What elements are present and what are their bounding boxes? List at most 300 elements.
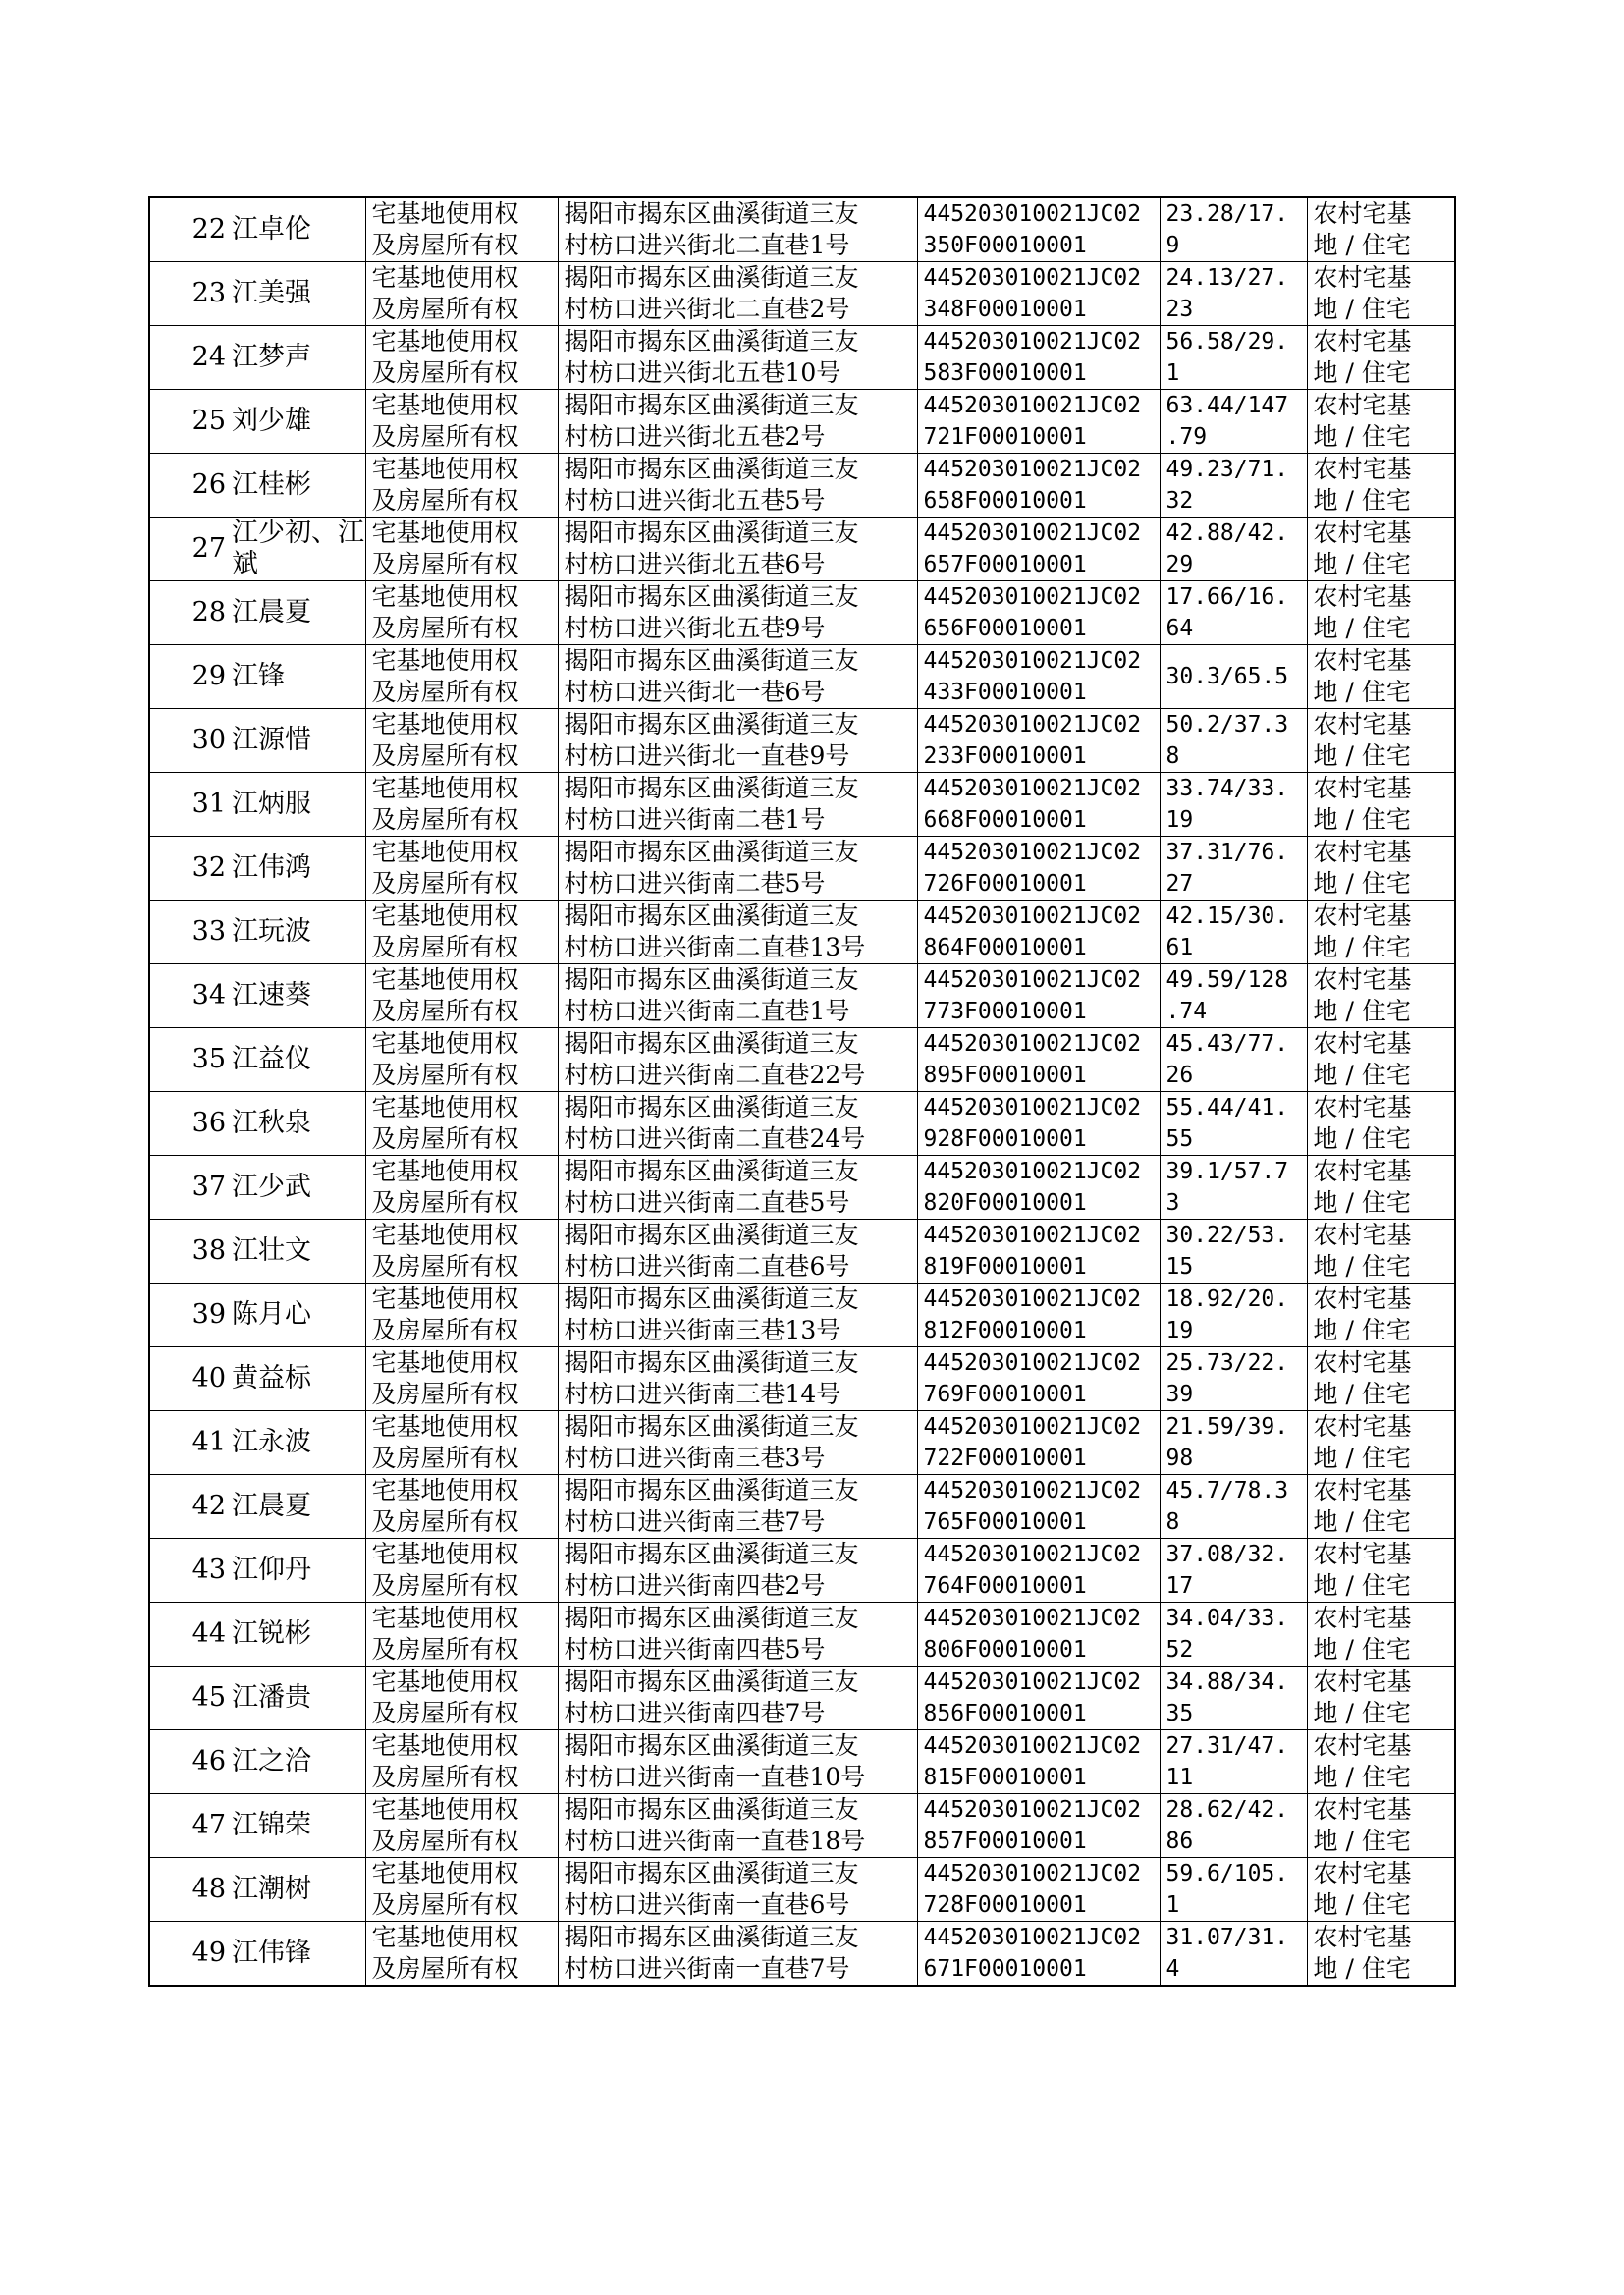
right-type-line: 及房屋所有权	[371, 1827, 519, 1855]
property-address-cell	[558, 1411, 917, 1475]
right-type-line: 及房屋所有权	[371, 741, 519, 770]
right-type-cell	[365, 197, 558, 262]
unit-code-line: 445203010021JC02	[923, 1925, 1142, 1950]
right-type-cell	[365, 709, 558, 773]
unit-code-cell	[917, 645, 1160, 709]
area-value-line: 9	[1165, 233, 1180, 258]
unit-code-line: 445203010021JC02	[923, 1478, 1142, 1503]
land-use-line: 地 / 住宅	[1313, 1507, 1411, 1536]
area-value-line: 55.44/41.	[1165, 1095, 1289, 1120]
row-number-cell: 30	[149, 709, 230, 773]
area-value-line: 27	[1165, 871, 1194, 897]
right-type-cell	[365, 1092, 558, 1156]
unit-code-cell	[917, 964, 1160, 1028]
right-type-line: 宅基地使用权	[371, 1412, 519, 1441]
unit-code-cell	[917, 1475, 1160, 1539]
unit-code-line: 445203010021JC02	[923, 1414, 1142, 1440]
property-address-cell	[558, 1092, 917, 1156]
area-value-cell	[1160, 454, 1307, 518]
area-value-cell	[1160, 1411, 1307, 1475]
row-number-cell: 40	[149, 1347, 230, 1411]
land-use-line: 地 / 住宅	[1313, 1635, 1411, 1664]
unit-code-line: 726F00010001	[923, 871, 1087, 897]
right-type-line: 宅基地使用权	[371, 1221, 519, 1249]
property-address-line: 村枋口进兴街南一直巷10号	[564, 1763, 866, 1791]
right-type-cell	[365, 1220, 558, 1284]
property-address-line: 揭阳市揭东区曲溪街道三友	[564, 1859, 859, 1887]
area-value-line: 1	[1165, 360, 1180, 386]
unit-code-line: 445203010021JC02	[923, 1797, 1142, 1823]
right-type-line: 宅基地使用权	[371, 1348, 519, 1377]
right-type-line: 及房屋所有权	[371, 1444, 519, 1472]
right-type-cell	[365, 773, 558, 837]
unit-code-line: 668F00010001	[923, 807, 1087, 833]
property-address-line: 揭阳市揭东区曲溪街道三友	[564, 455, 859, 483]
land-use-cell	[1307, 1411, 1455, 1475]
area-value-line: 32	[1165, 488, 1194, 514]
land-use-cell	[1307, 645, 1455, 709]
table-row	[149, 454, 1455, 518]
unit-code-line: 445203010021JC02	[923, 457, 1142, 482]
table-row	[149, 773, 1455, 837]
area-value-cell	[1160, 1730, 1307, 1794]
right-type-line: 及房屋所有权	[371, 1124, 519, 1153]
right-type-line: 宅基地使用权	[371, 1029, 519, 1058]
land-use-line: 地 / 住宅	[1313, 550, 1411, 578]
property-address-cell	[558, 645, 917, 709]
area-value-line: 23.28/17.	[1165, 201, 1289, 227]
table-row	[149, 1156, 1455, 1220]
property-address-cell	[558, 964, 917, 1028]
area-value-line: 11	[1165, 1765, 1194, 1790]
land-use-cell	[1307, 262, 1455, 326]
property-address-line: 村枋口进兴街南三巷3号	[564, 1444, 826, 1472]
land-use-line: 农村宅基	[1313, 1667, 1412, 1696]
property-address-cell	[558, 1028, 917, 1092]
row-number-cell: 39	[149, 1284, 230, 1347]
unit-code-line: 445203010021JC02	[923, 1031, 1142, 1057]
property-address-line: 村枋口进兴街南三巷7号	[564, 1507, 826, 1536]
land-use-line: 地 / 住宅	[1313, 805, 1411, 834]
area-value-cell	[1160, 326, 1307, 390]
property-address-line: 揭阳市揭东区曲溪街道三友	[564, 1093, 859, 1121]
unit-code-line: 445203010021JC02	[923, 393, 1142, 418]
row-number-cell: 22	[149, 197, 230, 262]
property-address-cell	[558, 454, 917, 518]
land-use-line: 地 / 住宅	[1313, 358, 1411, 387]
property-address-line: 村枋口进兴街北一巷6号	[564, 678, 826, 706]
property-address-line: 村枋口进兴街南二直巷6号	[564, 1252, 850, 1281]
land-use-line: 地 / 住宅	[1313, 1827, 1411, 1855]
land-use-line: 农村宅基	[1313, 391, 1412, 419]
property-address-line: 村枋口进兴街南一直巷18号	[564, 1827, 866, 1855]
area-value-cell	[1160, 1667, 1307, 1730]
area-value-line: 25.73/22.	[1165, 1350, 1289, 1376]
land-use-line: 农村宅基	[1313, 1157, 1412, 1185]
right-type-line: 及房屋所有权	[371, 550, 519, 578]
right-type-line: 及房屋所有权	[371, 805, 519, 834]
owner-name-cell: 江卓伦	[230, 197, 365, 262]
area-value-line: 29	[1165, 552, 1194, 577]
table-row	[149, 837, 1455, 901]
table-row	[149, 1603, 1455, 1667]
land-use-line: 农村宅基	[1313, 1795, 1412, 1824]
area-value-line: 55	[1165, 1126, 1194, 1152]
unit-code-line: 445203010021JC02	[923, 1669, 1142, 1695]
property-address-line: 揭阳市揭东区曲溪街道三友	[564, 1795, 859, 1824]
unit-code-line: 820F00010001	[923, 1190, 1087, 1216]
property-address-line: 村枋口进兴街北二直巷2号	[564, 295, 850, 323]
property-address-line: 揭阳市揭东区曲溪街道三友	[564, 391, 859, 419]
unit-code-line: 233F00010001	[923, 743, 1087, 769]
land-use-line: 地 / 住宅	[1313, 1061, 1411, 1089]
unit-code-cell	[917, 1730, 1160, 1794]
property-address-line: 揭阳市揭东区曲溪街道三友	[564, 1540, 859, 1568]
area-value-line: 86	[1165, 1829, 1194, 1854]
land-use-line: 农村宅基	[1313, 1029, 1412, 1058]
right-type-cell	[365, 1794, 558, 1858]
property-address-cell	[558, 1284, 917, 1347]
right-type-cell	[365, 837, 558, 901]
area-value-cell	[1160, 197, 1307, 262]
right-type-cell	[365, 1730, 558, 1794]
land-use-line: 农村宅基	[1313, 455, 1412, 483]
property-address-line: 揭阳市揭东区曲溪街道三友	[564, 1348, 859, 1377]
owner-name-cell: 江源惜	[230, 709, 365, 773]
table-row	[149, 518, 1455, 581]
right-type-cell	[365, 964, 558, 1028]
row-number-cell: 26	[149, 454, 230, 518]
table-row	[149, 709, 1455, 773]
area-value-line: 37.31/76.	[1165, 840, 1289, 865]
unit-code-line: 764F00010001	[923, 1573, 1087, 1599]
property-address-cell	[558, 773, 917, 837]
area-value-line: 56.58/29.	[1165, 329, 1289, 355]
row-number-cell: 24	[149, 326, 230, 390]
unit-code-line: 445203010021JC02	[923, 1606, 1142, 1631]
right-type-line: 及房屋所有权	[371, 614, 519, 642]
area-value-line: 15	[1165, 1254, 1194, 1280]
area-value-cell	[1160, 1922, 1307, 1987]
right-type-line: 宅基地使用权	[371, 965, 519, 994]
right-type-line: 及房屋所有权	[371, 295, 519, 323]
land-use-cell	[1307, 1220, 1455, 1284]
table-row	[149, 1794, 1455, 1858]
unit-code-cell	[917, 1028, 1160, 1092]
right-type-cell	[365, 1028, 558, 1092]
right-type-line: 及房屋所有权	[371, 1954, 519, 1983]
table-row	[149, 262, 1455, 326]
unit-code-line: 806F00010001	[923, 1637, 1087, 1663]
table-row	[149, 390, 1455, 454]
table-row	[149, 1284, 1455, 1347]
right-type-line: 宅基地使用权	[371, 710, 519, 738]
right-type-line: 及房屋所有权	[371, 358, 519, 387]
owner-name-cell: 江少初、江斌	[232, 518, 364, 579]
unit-code-line: 812F00010001	[923, 1318, 1087, 1343]
right-type-line: 宅基地使用权	[371, 1795, 519, 1824]
area-value-cell	[1160, 901, 1307, 964]
property-address-cell	[558, 518, 917, 581]
unit-code-cell	[917, 773, 1160, 837]
area-value-cell	[1160, 518, 1307, 581]
area-value-line: 49.23/71.	[1165, 457, 1289, 482]
land-use-line: 农村宅基	[1313, 646, 1412, 675]
property-address-line: 揭阳市揭东区曲溪街道三友	[564, 1476, 859, 1504]
table-row	[149, 326, 1455, 390]
land-use-line: 农村宅基	[1313, 710, 1412, 738]
unit-code-line: 445203010021JC02	[923, 1095, 1142, 1120]
property-address-line: 村枋口进兴街南二直巷1号	[564, 997, 850, 1025]
right-type-cell	[365, 1858, 558, 1922]
land-use-line: 地 / 住宅	[1313, 486, 1411, 515]
right-type-cell	[365, 1667, 558, 1730]
table-row	[149, 1922, 1455, 1987]
table-row	[149, 1220, 1455, 1284]
land-use-line: 农村宅基	[1313, 1923, 1412, 1951]
owner-name-cell: 江锦荣	[230, 1794, 365, 1858]
area-value-line: 34.04/33.	[1165, 1606, 1289, 1631]
land-use-line: 农村宅基	[1313, 199, 1412, 228]
unit-code-line: 864F00010001	[923, 935, 1087, 960]
property-address-cell	[558, 1347, 917, 1411]
area-value-line: 34.88/34.	[1165, 1669, 1289, 1695]
land-use-cell	[1307, 326, 1455, 390]
property-address-line: 揭阳市揭东区曲溪街道三友	[564, 1667, 859, 1696]
right-type-line: 及房屋所有权	[371, 1316, 519, 1344]
right-type-cell	[365, 581, 558, 645]
land-use-cell	[1307, 518, 1455, 581]
area-value-cell	[1160, 1156, 1307, 1220]
unit-code-line: 815F00010001	[923, 1765, 1087, 1790]
area-value-line: 33.74/33.	[1165, 776, 1289, 801]
property-address-cell	[558, 262, 917, 326]
land-use-line: 农村宅基	[1313, 1476, 1412, 1504]
area-value-line: 19	[1165, 807, 1194, 833]
owner-name-cell: 江速葵	[230, 964, 365, 1028]
right-type-cell	[365, 1603, 558, 1667]
land-use-cell	[1307, 197, 1455, 262]
area-value-cell	[1160, 837, 1307, 901]
area-value-line: 49.59/128	[1165, 967, 1289, 993]
area-value-line: 31.07/31.	[1165, 1925, 1289, 1950]
right-type-line: 宅基地使用权	[371, 1093, 519, 1121]
property-address-cell	[558, 1603, 917, 1667]
owner-name-cell: 江美强	[230, 262, 365, 326]
right-type-line: 宅基地使用权	[371, 1859, 519, 1887]
unit-code-line: 819F00010001	[923, 1254, 1087, 1280]
right-type-line: 宅基地使用权	[371, 774, 519, 802]
area-value-line: 98	[1165, 1446, 1194, 1471]
row-number-cell: 27	[149, 518, 230, 581]
land-use-cell	[1307, 1667, 1455, 1730]
row-number-cell: 36	[149, 1092, 230, 1156]
unit-code-cell	[917, 1220, 1160, 1284]
right-type-line: 宅基地使用权	[371, 391, 519, 419]
unit-code-cell	[917, 837, 1160, 901]
unit-code-cell	[917, 1411, 1160, 1475]
area-value-cell	[1160, 390, 1307, 454]
land-use-line: 农村宅基	[1313, 1540, 1412, 1568]
unit-code-line: 671F00010001	[923, 1956, 1087, 1982]
unit-code-line: 445203010021JC02	[923, 648, 1142, 674]
land-use-cell	[1307, 1028, 1455, 1092]
land-use-cell	[1307, 773, 1455, 837]
land-use-line: 地 / 住宅	[1313, 1252, 1411, 1281]
unit-code-line: 348F00010001	[923, 297, 1087, 322]
owner-name-cell: 江伟鸿	[230, 837, 365, 901]
property-address-cell	[558, 1475, 917, 1539]
land-use-line: 农村宅基	[1313, 263, 1412, 292]
unit-code-line: 895F00010001	[923, 1063, 1087, 1088]
land-use-line: 农村宅基	[1313, 1731, 1412, 1760]
property-address-line: 村枋口进兴街南二直巷24号	[564, 1124, 866, 1153]
right-type-line: 及房屋所有权	[371, 231, 519, 259]
area-value-cell	[1160, 1284, 1307, 1347]
property-address-line: 村枋口进兴街南三巷13号	[564, 1316, 841, 1344]
right-type-line: 及房屋所有权	[371, 1188, 519, 1217]
area-value-line: 37.08/32.	[1165, 1542, 1289, 1567]
right-type-cell	[365, 262, 558, 326]
right-type-line: 宅基地使用权	[371, 263, 519, 292]
land-use-line: 农村宅基	[1313, 965, 1412, 994]
unit-code-cell	[917, 1092, 1160, 1156]
area-value-line: 39	[1165, 1382, 1194, 1407]
area-value-cell	[1160, 581, 1307, 645]
property-address-line: 村枋口进兴街南四巷5号	[564, 1635, 826, 1664]
right-type-line: 宅基地使用权	[371, 1667, 519, 1696]
right-type-line: 宅基地使用权	[371, 455, 519, 483]
row-number-cell: 28	[149, 581, 230, 645]
owner-name-cell: 江炳服	[230, 773, 365, 837]
right-type-cell	[365, 454, 558, 518]
table-row	[149, 1028, 1455, 1092]
unit-code-line: 445203010021JC02	[923, 520, 1142, 546]
area-value-line: 39.1/57.7	[1165, 1159, 1289, 1184]
area-value-cell	[1160, 1347, 1307, 1411]
area-value-cell	[1160, 1539, 1307, 1603]
area-value-line: 30.3/65.5	[1165, 664, 1289, 689]
unit-code-line: 445203010021JC02	[923, 1350, 1142, 1376]
owner-name-cell: 黄益标	[230, 1347, 365, 1411]
right-type-line: 及房屋所有权	[371, 1252, 519, 1281]
unit-code-cell	[917, 1347, 1160, 1411]
area-value-line: 17.66/16.	[1165, 584, 1289, 610]
property-address-line: 村枋口进兴街北五巷6号	[564, 550, 826, 578]
area-value-cell	[1160, 773, 1307, 837]
right-type-cell	[365, 326, 558, 390]
area-value-cell	[1160, 1220, 1307, 1284]
owner-name-cell: 刘少雄	[230, 390, 365, 454]
land-use-line: 地 / 住宅	[1313, 295, 1411, 323]
land-use-line: 地 / 住宅	[1313, 741, 1411, 770]
property-address-cell	[558, 326, 917, 390]
area-value-line: 45.7/78.3	[1165, 1478, 1289, 1503]
land-use-line: 农村宅基	[1313, 327, 1412, 355]
land-use-line: 地 / 住宅	[1313, 997, 1411, 1025]
property-address-line: 村枋口进兴街北二直巷1号	[564, 231, 850, 259]
row-number-cell: 35	[149, 1028, 230, 1092]
unit-code-cell	[917, 1539, 1160, 1603]
unit-code-line: 445203010021JC02	[923, 201, 1142, 227]
land-use-line: 农村宅基	[1313, 1412, 1412, 1441]
land-use-cell	[1307, 1475, 1455, 1539]
right-type-cell	[365, 1411, 558, 1475]
area-value-line: 30.22/53.	[1165, 1223, 1289, 1248]
area-value-cell	[1160, 709, 1307, 773]
unit-code-cell	[917, 326, 1160, 390]
area-value-line: 3	[1165, 1190, 1180, 1216]
row-number-cell: 34	[149, 964, 230, 1028]
right-type-line: 及房屋所有权	[371, 1061, 519, 1089]
right-type-line: 宅基地使用权	[371, 1604, 519, 1632]
area-value-line: .79	[1165, 424, 1208, 450]
area-value-cell	[1160, 1092, 1307, 1156]
property-address-line: 村枋口进兴街南四巷7号	[564, 1699, 826, 1727]
land-use-line: 农村宅基	[1313, 1604, 1412, 1632]
land-use-cell	[1307, 837, 1455, 901]
owner-name-cell: 江桂彬	[230, 454, 365, 518]
land-use-line: 地 / 住宅	[1313, 614, 1411, 642]
right-type-line: 宅基地使用权	[371, 1476, 519, 1504]
row-number-cell: 33	[149, 901, 230, 964]
unit-code-line: 445203010021JC02	[923, 967, 1142, 993]
area-value-line: 42.15/30.	[1165, 903, 1289, 929]
area-value-line: 59.6/105.	[1165, 1861, 1289, 1886]
land-use-cell	[1307, 1730, 1455, 1794]
property-address-cell	[558, 1730, 917, 1794]
area-value-line: 63.44/147	[1165, 393, 1289, 418]
unit-code-line: 445203010021JC02	[923, 840, 1142, 865]
property-address-line: 揭阳市揭东区曲溪街道三友	[564, 199, 859, 228]
property-address-line: 揭阳市揭东区曲溪街道三友	[564, 902, 859, 930]
right-type-line: 及房屋所有权	[371, 678, 519, 706]
row-number-cell: 23	[149, 262, 230, 326]
row-number-cell: 48	[149, 1858, 230, 1922]
area-value-cell	[1160, 1028, 1307, 1092]
property-address-line: 揭阳市揭东区曲溪街道三友	[564, 1157, 859, 1185]
land-use-cell	[1307, 1156, 1455, 1220]
unit-code-cell	[917, 1603, 1160, 1667]
area-value-line: 50.2/37.3	[1165, 712, 1289, 738]
unit-code-cell	[917, 197, 1160, 262]
unit-code-cell	[917, 1858, 1160, 1922]
land-use-cell	[1307, 581, 1455, 645]
property-address-cell	[558, 1220, 917, 1284]
land-use-line: 地 / 住宅	[1313, 933, 1411, 961]
property-address-line: 揭阳市揭东区曲溪街道三友	[564, 1412, 859, 1441]
right-type-cell	[365, 1922, 558, 1987]
area-value-line: 8	[1165, 1509, 1180, 1535]
table-row	[149, 1858, 1455, 1922]
right-type-cell	[365, 1539, 558, 1603]
owner-name-cell: 江晨夏	[230, 1475, 365, 1539]
row-number-cell: 45	[149, 1667, 230, 1730]
property-address-line: 村枋口进兴街北五巷5号	[564, 486, 826, 515]
property-address-line: 揭阳市揭东区曲溪街道三友	[564, 838, 859, 866]
right-type-cell	[365, 1156, 558, 1220]
right-type-line: 宅基地使用权	[371, 1923, 519, 1951]
area-value-line: 17	[1165, 1573, 1194, 1599]
unit-code-line: 445203010021JC02	[923, 1733, 1142, 1759]
unit-code-line: 445203010021JC02	[923, 712, 1142, 738]
table-row	[149, 1539, 1455, 1603]
unit-code-line: 445203010021JC02	[923, 1223, 1142, 1248]
property-address-line: 揭阳市揭东区曲溪街道三友	[564, 1923, 859, 1951]
property-address-cell	[558, 1794, 917, 1858]
right-type-line: 及房屋所有权	[371, 869, 519, 898]
property-address-line: 揭阳市揭东区曲溪街道三友	[564, 710, 859, 738]
